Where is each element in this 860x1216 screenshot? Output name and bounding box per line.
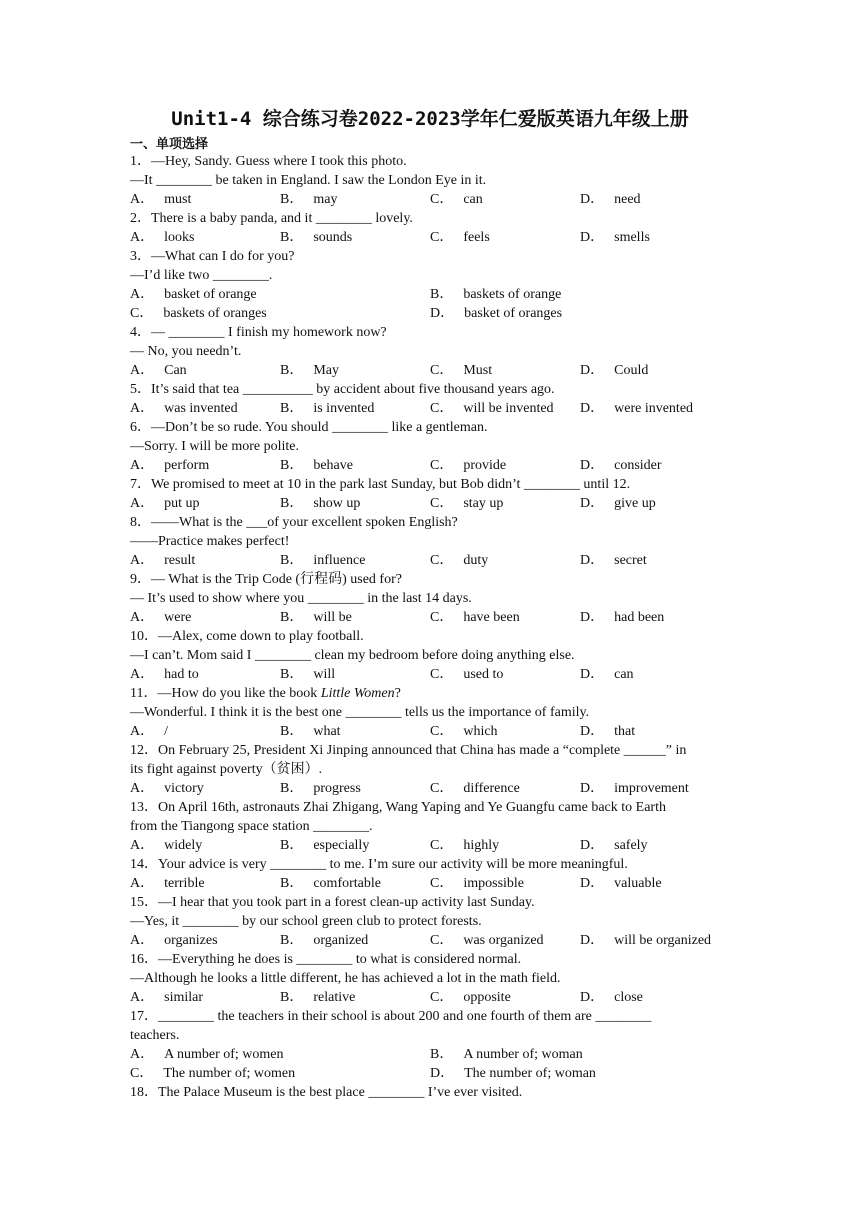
option-a [130,779,280,798]
options-row [130,836,740,855]
option-letter: B． [280,724,304,739]
option-c [430,608,580,627]
option-text: basket of orange [164,287,257,302]
option-b [280,228,430,247]
option-b [280,988,430,1007]
option-letter: D． [580,610,605,625]
option-text: May [313,363,340,378]
option-d [580,551,730,570]
option-text: close [614,990,643,1005]
option-text: organizes [164,933,218,948]
option-letter: D． [580,667,605,682]
options-row [130,190,740,209]
question-text: 10．—Alex, come down to play football. [130,629,364,644]
option-b [280,456,430,475]
option-c [430,665,580,684]
option-letter: B． [280,781,304,796]
option-a [130,285,430,304]
options-row [130,779,740,798]
option-text: looks [164,230,195,245]
option-text: were [164,610,192,625]
option-text: victory [164,781,204,796]
option-c [430,456,580,475]
option-d [580,779,730,798]
question-text: 15．—I hear that you took part in a forest clean-up activity last Sunday. [130,895,535,910]
option-text: had been [614,610,665,625]
options-row [130,665,740,684]
option-text: impossible [463,876,525,891]
question-text: — No, you needn’t. [130,344,242,359]
option-text: baskets of oranges [163,306,267,321]
option-letter: D． [580,458,605,473]
option-text: used to [463,667,504,682]
question-16 [130,950,740,1007]
option-c [430,988,580,1007]
option-text: sounds [313,230,353,245]
option-letter: A． [130,667,155,682]
option-a [130,494,280,513]
question-text: 16．—Everything he does is ________ to what is considered normal. [130,952,522,967]
section-heading: 一、单项选择 [130,137,209,152]
option-letter: B． [280,933,304,948]
option-c [430,551,580,570]
option-text: especially [313,838,370,853]
option-letter: B． [280,876,304,891]
options-row [130,722,740,741]
option-text: basket of oranges [464,306,563,321]
option-d [580,228,730,247]
option-letter: A． [130,458,155,473]
option-letter: C． [430,876,454,891]
option-text: was organized [463,933,544,948]
option-letter: C． [130,306,154,321]
option-letter: A． [130,990,155,1005]
option-letter: B． [280,990,304,1005]
option-text: must [164,192,192,207]
option-a [130,1045,430,1064]
option-a [130,399,280,418]
option-letter: A． [130,192,155,207]
question-text: teachers. [130,1028,180,1043]
question-text: 3．—What can I do for you? [130,249,295,264]
option-d [430,304,730,323]
option-letter: B． [430,1047,454,1062]
option-text: terrible [164,876,205,891]
question-text: 17．________ the teachers in their school is about 200 and one fourth of them are ________ [130,1009,652,1024]
question-text: —I’d like two ________. [130,268,273,283]
option-b [430,1045,730,1064]
option-text: have been [463,610,520,625]
option-letter: D． [580,230,605,245]
option-letter: C． [430,401,454,416]
option-text: secret [614,553,647,568]
option-text: is invented [313,401,375,416]
option-a [130,361,280,380]
option-text: provide [463,458,507,473]
question-18 [130,1083,740,1102]
option-letter: D． [580,838,605,853]
question-text: ——Practice makes perfect! [130,534,290,549]
option-text: progress [313,781,361,796]
option-d [430,1064,730,1083]
option-letter: C． [130,1066,154,1081]
option-text: baskets of orange [463,287,562,302]
option-a [130,931,280,950]
option-text: / [164,724,169,739]
question-text: 18．The Palace Museum is the best place ________ I’ve ever visited. [130,1085,523,1100]
question-5 [130,380,740,418]
option-text: opposite [463,990,511,1005]
option-letter: D． [580,876,605,891]
option-text: safely [614,838,648,853]
option-b [280,608,430,627]
question-text: 2．There is a baby panda, and it ________ lovely. [130,211,413,226]
option-text: The number of; women [163,1066,296,1081]
question-text: —Wonderful. I think it is the best one ________ tells us the importance of family. [130,705,590,720]
question-text: 1．—Hey, Sandy. Guess where I took this photo. [130,154,407,169]
option-letter: C． [430,610,454,625]
option-letter: C． [430,192,454,207]
option-letter: A． [130,401,155,416]
option-a [130,190,280,209]
option-text: were invented [614,401,694,416]
question-6 [130,418,740,475]
options-row [130,931,740,950]
question-text: 6．—Don’t be so rude. You should ________ like a gentleman. [130,420,488,435]
option-a [130,608,280,627]
option-d [580,456,730,475]
option-letter: C． [430,724,454,739]
option-text: was invented [164,401,238,416]
options-row [130,399,740,418]
options-row [130,304,740,323]
option-c [430,399,580,418]
option-a [130,228,280,247]
question-3 [130,247,740,323]
option-b [280,665,430,684]
option-a [130,874,280,893]
option-letter: B． [280,553,304,568]
option-a [130,836,280,855]
option-letter: B． [280,230,304,245]
options-row [130,988,740,1007]
question-list [130,152,740,1102]
option-text: smells [614,230,650,245]
option-c [430,874,580,893]
option-b [430,285,730,304]
option-text: will be organized [614,933,712,948]
question-text: 5．It’s said that tea __________ by accident about five thousand years ago. [130,382,555,397]
option-text: Can [164,363,187,378]
option-letter: C． [430,553,454,568]
question-text: —Although he looks a little different, he has achieved a lot in the math field. [130,971,561,986]
option-c [430,228,580,247]
option-text: stay up [463,496,504,511]
option-text: A number of; woman [463,1047,583,1062]
question-12 [130,741,740,798]
question-text: —Sorry. I will be more polite. [130,439,300,454]
options-row [130,456,740,475]
option-letter: A． [130,781,155,796]
question-text: its fight against poverty（贫困）. [130,762,323,777]
option-c [130,1064,430,1083]
option-d [580,190,730,209]
option-text: The number of; woman [464,1066,596,1081]
option-text: consider [614,458,662,473]
option-text: which [463,724,498,739]
option-letter: D． [580,933,605,948]
options-row [130,874,740,893]
option-a [130,722,280,741]
option-text: Could [614,363,649,378]
option-b [280,836,430,855]
option-letter: D． [580,496,605,511]
option-letter: D． [580,553,605,568]
question-11 [130,684,740,741]
options-row [130,361,740,380]
option-text: feels [463,230,490,245]
question-text: 12．On February 25, President Xi Jinping announced that China has made a “complete ______” in [130,743,687,758]
option-letter: B． [280,610,304,625]
option-b [280,779,430,798]
question-text: 9．— What is the Trip Code (行程码) used for? [130,572,402,587]
option-letter: C． [430,496,454,511]
option-letter: B． [280,458,304,473]
option-text: had to [164,667,199,682]
option-text: improvement [614,781,689,796]
option-letter: B． [280,667,304,682]
option-letter: C． [430,838,454,853]
option-text: perform [164,458,210,473]
option-letter: A． [130,363,155,378]
option-d [580,665,730,684]
options-row [130,551,740,570]
question-text: 13．On April 16th, astronauts Zhai Zhigang, Wang Yaping and Ye Guangfu came back to Earth [130,800,666,815]
question-text: —Yes, it ________ by our school green club to protect forests. [130,914,482,929]
option-text: what [313,724,341,739]
option-d [580,988,730,1007]
option-letter: C． [430,363,454,378]
question-2 [130,209,740,247]
question-8 [130,513,740,570]
question-1 [130,152,740,209]
option-letter: D． [580,363,605,378]
option-letter: C． [430,230,454,245]
option-b [280,722,430,741]
question-17 [130,1007,740,1083]
option-letter: D． [430,1066,455,1081]
option-letter: A． [130,287,155,302]
option-letter: B． [280,401,304,416]
option-c [130,304,430,323]
question-10 [130,627,740,684]
option-letter: A． [130,610,155,625]
options-row [130,1045,740,1064]
option-text: comfortable [313,876,381,891]
option-text: similar [164,990,204,1005]
option-a [130,988,280,1007]
option-letter: B． [430,287,454,302]
question-text: 4．— ________ I finish my homework now? [130,325,387,340]
option-text: duty [463,553,489,568]
question-text: from the Tiangong space station ________. [130,819,373,834]
option-b [280,190,430,209]
options-row [130,1064,740,1083]
option-text: will [313,667,336,682]
option-c [430,361,580,380]
option-letter: A． [130,553,155,568]
option-letter: C． [430,667,454,682]
option-text: A number of; women [164,1047,284,1062]
option-letter: A． [130,876,155,891]
option-letter: C． [430,781,454,796]
question-15 [130,893,740,950]
options-row [130,494,740,513]
option-c [430,931,580,950]
option-letter: B． [280,496,304,511]
option-text: behave [313,458,353,473]
option-letter: C． [430,990,454,1005]
question-text: 8．——What is the ___of your excellent spoken English? [130,515,458,530]
question-13 [130,798,740,855]
option-text: that [614,724,636,739]
option-d [580,836,730,855]
option-letter: A． [130,838,155,853]
question-9 [130,570,740,627]
option-text: difference [463,781,520,796]
option-b [280,551,430,570]
option-c [430,190,580,209]
option-d [580,608,730,627]
option-text: show up [313,496,361,511]
option-letter: D． [580,192,605,207]
option-c [430,779,580,798]
option-letter: D． [580,724,605,739]
option-b [280,931,430,950]
options-row [130,228,740,247]
option-d [580,494,730,513]
option-text: organized [313,933,369,948]
question-text: —It ________ be taken in England. I saw the London Eye in it. [130,173,487,188]
option-letter: C． [430,933,454,948]
option-text: result [164,553,196,568]
option-d [580,722,730,741]
option-letter: B． [280,192,304,207]
option-text: influence [313,553,366,568]
question-4 [130,323,740,380]
option-b [280,874,430,893]
option-a [130,551,280,570]
option-text: may [313,192,338,207]
option-b [280,494,430,513]
book-title: Little Women [320,686,395,701]
option-letter: C． [430,458,454,473]
option-d [580,931,730,950]
option-b [280,399,430,418]
option-letter: A． [130,230,155,245]
option-text: can [614,667,634,682]
option-text: will be [313,610,352,625]
option-d [580,399,730,418]
option-text: relative [313,990,356,1005]
option-c [430,494,580,513]
option-letter: D． [580,401,605,416]
option-letter: D． [430,306,455,321]
page-title: Unit1-4 综合练习卷2022-2023学年仁爱版英语九年级上册 [171,108,689,130]
question-text: —I can’t. Mom said I ________ clean my bedroom before doing anything else. [130,648,575,663]
option-text: need [614,192,641,207]
question-text: 7．We promised to meet at 10 in the park last Sunday, but Bob didn’t ________ until 12. [130,477,631,492]
option-letter: B． [280,838,304,853]
option-b [280,361,430,380]
option-text: widely [164,838,203,853]
option-a [130,456,280,475]
option-letter: A． [130,1047,155,1062]
option-letter: A． [130,496,155,511]
options-row [130,285,740,304]
option-c [430,836,580,855]
option-text: will be invented [463,401,554,416]
question-14 [130,855,740,893]
options-row [130,608,740,627]
option-text: Must [463,363,493,378]
option-text: give up [614,496,656,511]
option-a [130,665,280,684]
option-letter: B． [280,363,304,378]
option-d [580,874,730,893]
option-letter: A． [130,933,155,948]
option-text: can [463,192,483,207]
question-text: 14．Your advice is very ________ to me. I’m sure our activity will be more meaningful. [130,857,628,872]
option-letter: D． [580,990,605,1005]
option-text: highly [463,838,500,853]
option-letter: A． [130,724,155,739]
question-text: — It’s used to show where you ________ in the last 14 days. [130,591,472,606]
option-d [580,361,730,380]
question-7 [130,475,740,513]
option-letter: D． [580,781,605,796]
option-text: valuable [614,876,662,891]
option-text: put up [164,496,200,511]
option-c [430,722,580,741]
question-text: 11．—How do you like the book Little Women? [130,686,401,701]
